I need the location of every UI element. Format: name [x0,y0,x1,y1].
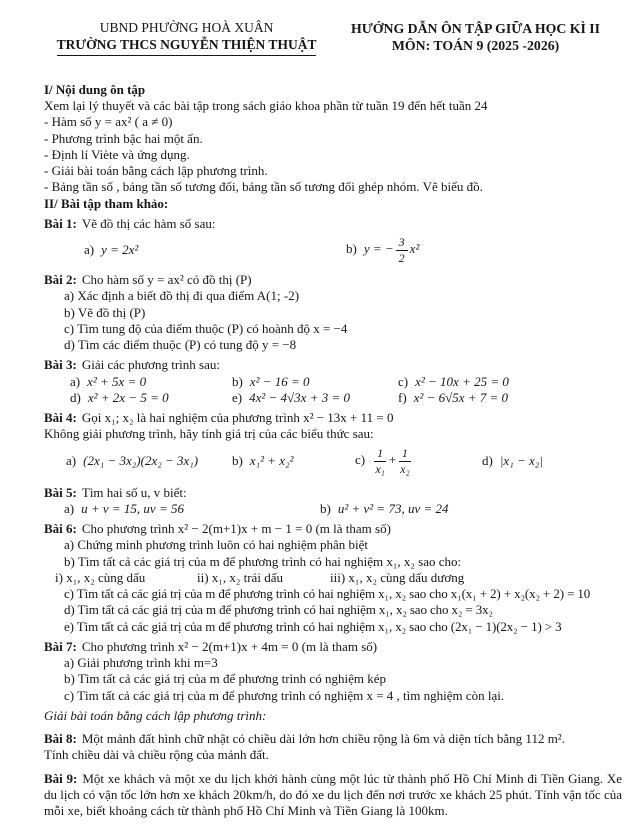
bai3-item-a: a) x² + 5x = 0 [70,373,147,389]
bai5-heading [44,485,622,501]
bai6-sub-iii: iii) x₁, x₂ cùng dấu dương [330,569,465,585]
bai4-item-b: b) x₁² + x₂² [232,453,294,469]
bai4-label: Bài 4: [44,410,77,425]
bai5-label: Bài 5: [44,484,77,500]
bai4-options [44,443,622,481]
bai3-item-d: d) x² + 2x − 5 = 0 [70,389,169,405]
bai8-paragraph [44,731,622,764]
bai7-item-b: b) Tìm tất cả các giá trị của m để phương trình có nghiệm kép [64,671,386,687]
document-header [44,20,622,56]
bai5-intro: Tìm hai số u, v biết: [81,484,187,500]
bai5-item-b: b) u² + v² = 73, uv = 24 [320,500,449,516]
bai7-intro: Cho phương trình x² − 2(m+1)x + 4m = 0 (m là tham số) [81,638,378,654]
bai3-item-f: f) x² − 6√5x + 7 = 0 [398,389,509,405]
bai6-label: Bài 6: [44,521,77,536]
section-2-heading: II/ Bài tập tham khảo: [44,195,169,211]
bai2-item-c: c) Tìm tung độ của điểm thuộc (P) có hoành độ x = −4 [64,320,348,336]
school-header [44,20,329,56]
fraction-1-x2: $\frac{1}{\text{x₂}}$ [400,446,410,476]
bai7-heading [44,639,622,655]
bai4-item-a: a) (2x₁ − 3x₂)(2x₂ − 3x₁) [66,453,199,469]
bai1-heading [44,216,622,232]
bai6-sub-i: i) x₁, x₂ cùng dấu [55,569,146,585]
bai4-item-c: c) $\frac{1}{\text{x₁}}$ + $\frac{1}{\text{x₂}}$ [355,446,410,476]
bullet-bang-tan-so: - Bảng tần số , bảng tần số tương đối, bảng tần số tương đối ghép nhóm. Vẽ biểu đồ. [44,179,483,195]
bai3-item-b: b) x² − 16 = 0 [232,373,310,389]
bullet-phuong-trinh: - Phương trình bậc hai một ẩn. [44,130,203,146]
bai2-item-a: a) Xác định a biết đồ thị đi qua điểm A(1; -2) [64,288,300,304]
bai2-item-b: b) Vẽ đồ thị (P) [64,304,146,320]
bai7-label: Bài 7: [44,638,77,654]
section-1-heading: I/ Nội dung ôn tập [44,81,146,97]
bullet-ham-so: - Hàm số y = ax² ( a ≠ 0) [44,114,173,130]
bai8-label: Bài 8: [44,731,77,746]
bai3-item-c: c) x² − 10x + 25 = 0 [398,373,509,389]
bai6-item-e: e) Tìm tất cả các giá trị của m để phương trình có hai nghiệm x₁, x₂ sao cho (2x₁ − 1)(2x₂ − 1) > 3 [64,618,562,634]
bai3-row1 [44,374,622,390]
section-1-intro: Xem lại lý thuyết và các bài tập trong sách giáo khoa phần từ tuần 19 đến hết tuần 24 [44,98,488,113]
bai1-intro: Vẽ đồ thị các hàm số sau: [81,215,216,231]
bullet-viete: - Định lí Viète và ứng dụng. [44,146,190,162]
bai6-intro: Cho phương trình x² − 2(m+1)x + m − 1 = 0 (m là tham số) [81,521,391,536]
bai6-item-b: b) Tìm tất cả các giá trị của m để phương trình có hai nghiệm x₁, x₂ sao cho: [64,553,462,569]
bai6-item-d: d) Tìm tất cả các giá trị của m để phương trình có hai nghiệm x₁, x₂ sao cho x₂ = 3x₂ [64,602,493,618]
bai3-label: Bài 3: [44,357,77,373]
bai2-intro: Cho hàm số y = ax² có đồ thị (P) [81,272,252,287]
bai1-item-b: b) y = − $\frac{3}{2}$ x² [346,234,420,265]
bai1-label: Bài 1: [44,215,77,231]
bai8-line2: Tính chiều dài và chiều rộng của mảnh đất. [44,747,269,763]
bai2-item-d: d) Tìm các điểm thuộc (P) có tung độ y = −8 [64,337,297,352]
bai4-line2: Không giải phương trình, hãy tính giá trị của các biểu thức sau: [44,426,374,442]
bullet-giai-bai-toan: - Giải bài toán bằng cách lập phương trình. [44,163,268,178]
word-problems-heading: Giải bài toán bằng cách lập phương trình: [44,707,267,723]
bai2-heading [44,272,622,288]
bai9-text: Một xe khách và một xe du lịch khởi hành cùng một lúc từ thành phố Hồ Chí Minh đi Tiền Giang. Xe du lịch có vận tốc lớn hơn xe khách 20km/h, do đó xe du lịch đến nơi trước xe khách 25 phút. Tính vận tốc của mỗi xe, biết khoảng cách từ thành phố Hồ Chí Minh và Tiền Giang là 100km. [44,770,622,818]
bai9-label: Bài 9: [44,770,78,786]
bai3-item-e: e) 4x² − 4√3x + 3 = 0 [232,389,350,405]
bai3-heading [44,357,622,373]
doc-title-line2: MÔN: TOÁN 9 (2025 -2026) [391,38,560,54]
bai1-item-a: a) y = 2x² [84,241,139,257]
fraction-1-x1: $\frac{1}{\text{x₁}}$ [375,446,385,476]
bai6-item-a: a) Chứng minh phương trình luôn có hai nghiệm phân biệt [64,537,369,553]
bai6-heading [44,521,622,537]
bai3-intro: Giải các phương trình sau: [81,357,220,373]
bai4-intro: Gọi x₁; x₂ là hai nghiệm của phương trình x² − 13x + 11 = 0 [81,410,394,425]
bai4-heading [44,410,622,426]
bai7-item-a: a) Giải phương trình khi m=3 [64,655,218,670]
fraction-3-2: $\frac{3}{2}$ [396,236,408,264]
school-org-line: UBND PHƯỜNG HOÀ XUÂN [99,20,274,35]
bai9-paragraph [44,771,622,820]
bai6-sub-options [44,570,622,586]
bai4-item-d: d) |x₁ − x₂| [482,453,543,469]
doc-title-line1: HƯỚNG DẪN ÔN TẬP GIỮA HỌC KÌ II [351,21,601,36]
school-name-line: TRƯỜNG THCS NGUYỄN THIỆN THUẬT [57,37,317,56]
bai6-sub-ii: ii) x₁, x₂ trái dấu [197,569,283,585]
doc-title [329,20,622,56]
bai8-line1: Bài 8: Một mảnh đất hình chữ nhật có chiều dài lớn hơn chiều rộng là 6m và diện tích bằng 112 m². [44,731,565,746]
bai3-row2 [44,390,622,406]
bai5-item-a: a) u + v = 15, uv = 56 [64,500,184,516]
bai5-options [44,501,622,517]
bai1-options [44,232,622,268]
bai2-label: Bài 2: [44,272,77,287]
bai7-item-c: c) Tìm tất cả các giá trị của m để phương trình có nghiệm x = 4 , tìm nghiệm còn lại. [64,687,505,703]
bai6-item-c: c) Tìm tất cả các giá trị của m để phương trình có hai nghiệm x₁, x₂ sao cho x₁(x₁ + 2) + x₂(x₂ + 2) = 10 [64,586,591,601]
